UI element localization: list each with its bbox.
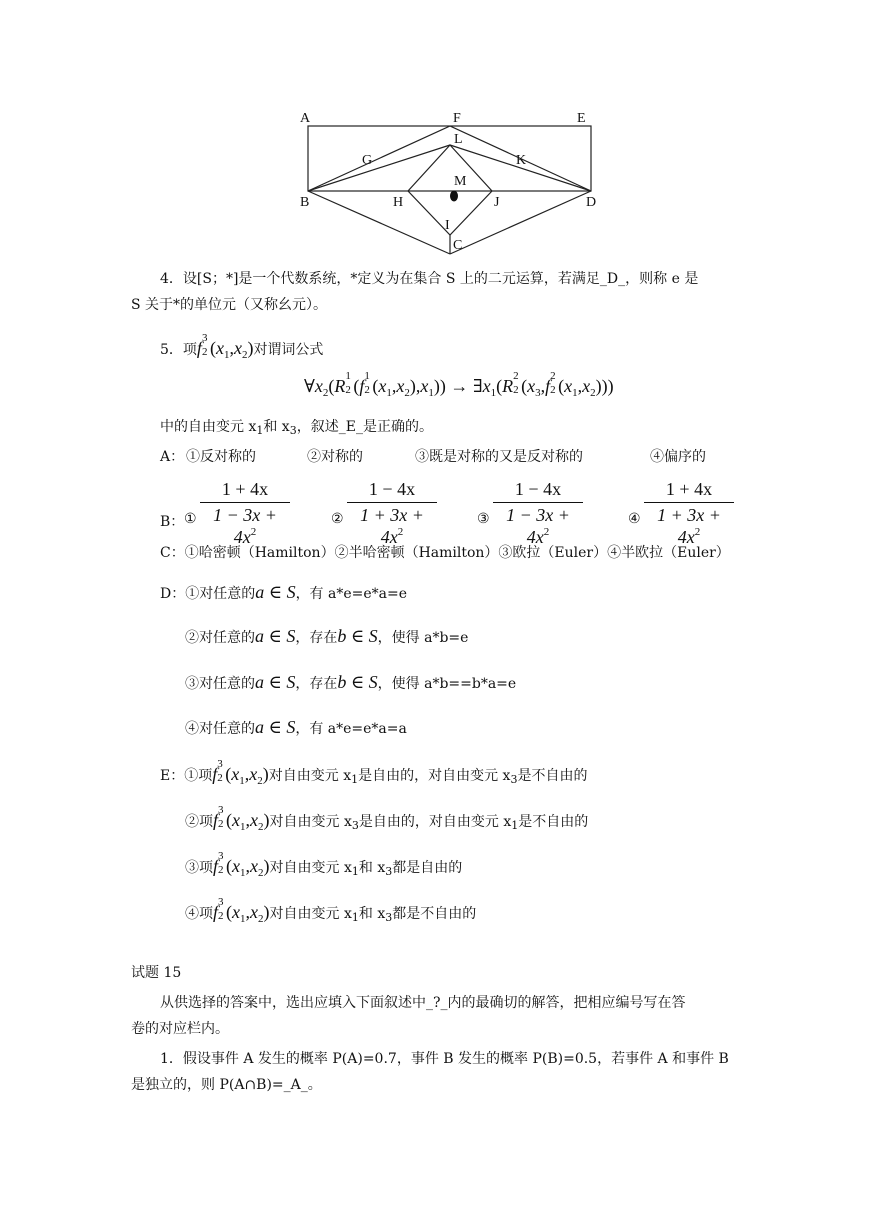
- option-b-fraction-4: $\frac{1 + 4x}{1 + 3x + 4x^2}$: [644, 479, 734, 548]
- q15-intro-line1: 从供选择的答案中，选出应填入下面叙述中_?_内的最确切的解答，把相应编号写在答: [160, 995, 686, 1011]
- label-I: I: [445, 218, 450, 233]
- option-d-line-3: ③对任意的a ∈ S，存在b ∈ S，使得 a*b==b*a=e: [185, 672, 517, 692]
- option-b-marker-2: ②: [331, 511, 344, 527]
- option-e-line-4: ④项f 3 2 $(x_1,x_2)$对自由变元 $x_1$和 $x_3$都是不自由的: [185, 896, 477, 925]
- label-A: A: [300, 111, 311, 126]
- option-b-marker-1: ①: [184, 511, 197, 527]
- label-C: C: [453, 238, 463, 253]
- option-d-line-1: D：①对任意的a ∈ S，有 a*e=e*a=e: [160, 582, 408, 602]
- label-E: E: [577, 111, 586, 126]
- q5-term-formula: f 3 2 $(x_1,x_2)$: [196, 332, 254, 361]
- q5-line3: 中的自由变元 $x_1$和 $x_3$，叙述_E_是正确的。: [160, 419, 433, 437]
- label-M: M: [454, 174, 467, 189]
- option-d-line-4: ④对任意的a ∈ S，有 a*e=e*a=a: [185, 717, 407, 737]
- option-a-item-1: ①反对称的: [186, 449, 256, 465]
- label-F: F: [453, 111, 461, 126]
- label-G: G: [362, 153, 373, 168]
- option-b-marker-3: ③: [477, 511, 490, 527]
- line-B-F: [308, 126, 450, 191]
- center-dot: [450, 191, 458, 202]
- option-b-fraction-2: $\frac{1 - 4x}{1 + 3x + 4x^2}$: [347, 479, 437, 548]
- option-a-item-2: ②对称的: [307, 449, 363, 465]
- line-B-C: [308, 191, 450, 254]
- option-a-label: A：: [160, 449, 185, 465]
- q15-title: 试题 15: [131, 965, 182, 981]
- q4-line1: 4．设[S；*]是一个代数系统，*定义为在集合 S 上的二元运算，若满足_D_，则称 e 是: [160, 271, 699, 287]
- q5-prefix: 5．项: [160, 342, 197, 358]
- option-a-item-3: ③既是对称的又是反对称的: [415, 449, 583, 465]
- option-d-line-2: ②对任意的a ∈ S，存在b ∈ S，使得 a*b=e: [185, 626, 469, 646]
- option-e-line-3: ③项f 3 2 $(x_1,x_2)$对自由变元 $x_1$和 $x_3$都是自由的: [185, 850, 463, 879]
- q4-line2: S 关于*的单位元（又称幺元）。: [131, 297, 328, 313]
- option-c: C：①哈密顿（Hamilton）②半哈密顿（Hamilton）③欧拉（Euler）④半欧拉（Euler）: [160, 545, 730, 561]
- q5-predicate-formula: $\forall x_2(R$ 1 2 (f 1 2 $(x_1,x_2),x_1$)) → $\exists x_1(R$ 2 2 ($x_3,f$ 2 2 $(x_1,x_2)$)): [304, 370, 614, 399]
- q5-suffix: 对谓词公式: [253, 342, 324, 358]
- line-C-D: [450, 191, 591, 254]
- option-b-fraction-3: $\frac{1 - 4x}{1 - 3x + 4x^2}$: [493, 479, 583, 548]
- label-L: L: [454, 132, 463, 147]
- option-b-label: B：: [160, 514, 185, 530]
- label-B: B: [300, 195, 310, 210]
- q15-q1-line1: 1．假设事件 A 发生的概率 P(A)=0.7，事件 B 发生的概率 P(B)=0.5，若事件 A 和事件 B: [160, 1051, 729, 1067]
- label-J: J: [494, 195, 500, 210]
- option-e-line-2: ②项f 3 2 $(x_1,x_2)$对自由变元 $x_3$是自由的，对自由变元 $x_1$是不自由的: [185, 804, 589, 833]
- inner-diamond: [408, 145, 492, 235]
- option-a-item-4: ④偏序的: [650, 449, 706, 465]
- label-D: D: [586, 195, 597, 210]
- option-b-marker-4: ④: [628, 511, 641, 527]
- q15-intro-line2: 卷的对应栏内。: [131, 1021, 229, 1037]
- outer-rectangle: [308, 126, 591, 191]
- geometry-figure: [290, 105, 610, 260]
- option-b-fraction-1: $\frac{1 + 4x}{1 - 3x + 4x^2}$: [200, 479, 290, 548]
- option-e-line-1: E：①项f 3 2 $(x_1,x_2)$对自由变元 $x_1$是自由的，对自由变元 $x_3$是不自由的: [160, 758, 588, 787]
- label-K: K: [516, 153, 527, 168]
- q15-q1-line2: 是独立的，则 P(A∩B)=_A_。: [131, 1077, 322, 1093]
- label-H: H: [393, 195, 404, 210]
